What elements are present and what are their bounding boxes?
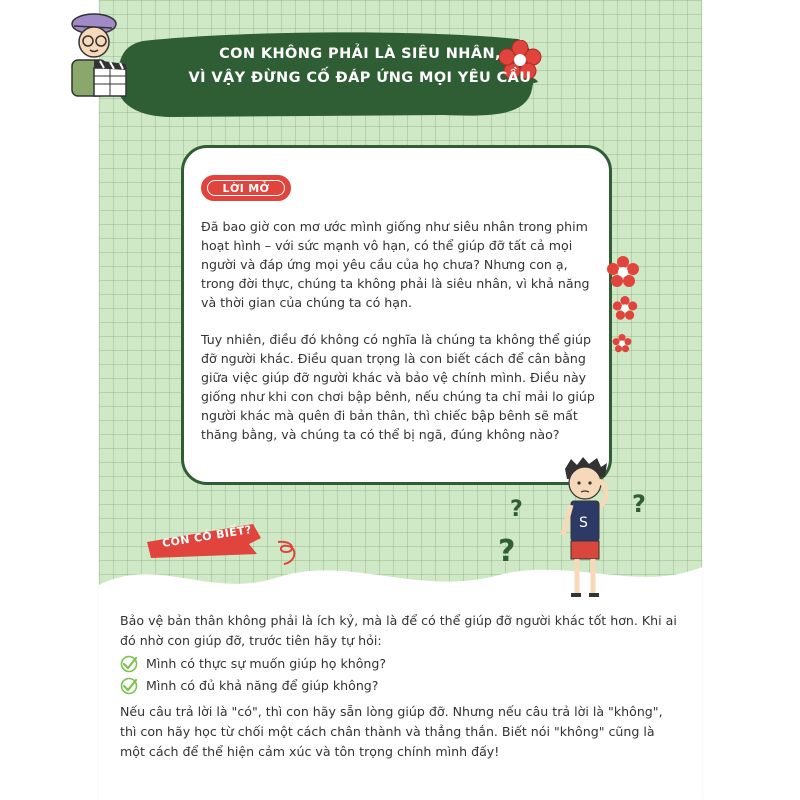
intro-badge-label: LỜI MỞ [207, 180, 285, 196]
boy-illustration [555, 455, 615, 605]
question-mark-icon: ? [632, 490, 646, 518]
svg-text:S: S [579, 515, 588, 531]
checklist-item [120, 654, 386, 674]
check-icon [120, 655, 138, 673]
clapperboard-icon [60, 10, 132, 100]
swirl-icon [274, 538, 300, 568]
question-mark-icon: ? [510, 497, 523, 522]
check-icon [120, 677, 138, 695]
checklist-item [120, 676, 378, 696]
intro-text [201, 217, 601, 462]
page-title [160, 42, 560, 90]
intro-badge [201, 175, 291, 201]
flower-icon [612, 334, 632, 354]
title-line-1: CON KHÔNG PHẢI LÀ SIÊU NHÂN, [219, 46, 501, 62]
intro-paragraph-1: Đã bao giờ con mơ ước mình giống như siêu nhân trong phim hoạt hình – với sức mạnh vô hạn, có thể giúp đỡ tất cả mọi người và đáp ứng mọi yêu cầu của họ chưa? Nhưng con ạ, trong đời thực, chúng ta không phải là siêu nhân, vì khả năng và thời gian của chúng ta có hạn. [201, 219, 590, 310]
flower-icon [606, 256, 640, 290]
body-paragraph-1: Bảo vệ bản thân không phải là ích kỷ, mà là để có thể giúp đỡ người khác tốt hơn. Khi ai đó nhờ con giúp đỡ, trước tiên hãy tự hỏi: [120, 613, 677, 648]
intro-paragraph-2: Tuy nhiên, điều đó không có nghĩa là chúng ta không thể giúp đỡ người khác. Điều quan trọng là con biết cách để cân bằng giữa việc giúp đỡ người khác và bảo vệ chính mình. Điều này giống như khi con chơi bập bênh, nếu chúng ta chỉ mải lo giúp người khác mà quên đi bản thân, thì chiếc bập bênh sẽ mất thăng bằng, và chúng ta có thể bị ngã, đúng không nào? [201, 332, 595, 442]
flower-icon [612, 296, 638, 322]
did-you-know-label: CON CÓ BIẾT? [161, 523, 253, 550]
checklist-item-label: Mình có thực sự muốn giúp họ không? [146, 656, 387, 671]
question-mark-icon: ? [498, 534, 516, 569]
title-line-2: VÌ VẬY ĐỪNG CỐ ĐÁP ỨNG MỌI YÊU CẦU [188, 70, 532, 86]
body-paragraph-2: Nếu câu trả lời là "có", thì con hãy sẵn lòng giúp đỡ. Nhưng nếu câu trả lời là "không", thì con hãy học từ chối một cách chân thành và thẳng thắn. Biết nói "không" cũng là một cách để thể hiện cảm xúc và tôn trọng chính mình đấy! [120, 704, 663, 759]
checklist-item-label: Mình có đủ khả năng để giúp không? [146, 678, 379, 693]
